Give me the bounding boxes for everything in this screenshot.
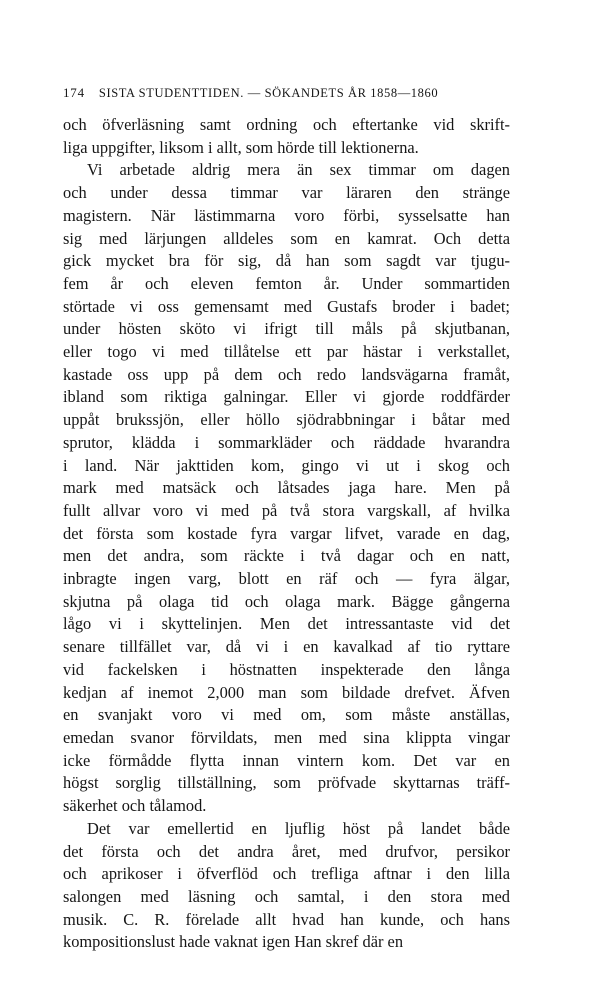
text-line: skjutna på olaga tid och olaga mark. Bägge gångerna — [63, 591, 510, 611]
text-line: kedjan af inemot 2,000 man som bildade drefvet. Äfven — [63, 682, 510, 702]
text-line: musik. C. R. förelade allt hvad han kunde, och hans — [63, 909, 510, 929]
text-line: och öfverläsning samt ordning och eftertanke vid skrift- — [63, 115, 510, 134]
text-line: salongen med läsning och samtal, i den stora med — [63, 886, 510, 906]
body-text — [63, 114, 510, 954]
text-line: ibland som riktiga galningar. Eller vi gjorde roddfärder — [63, 387, 510, 407]
text-line: störtade vi oss gemensamt med Gustafs broder i badet; — [63, 296, 510, 316]
paragraph — [63, 159, 510, 817]
text-line: kompositionslust hade vaknat igen Han skref där en — [63, 932, 404, 952]
paragraph — [63, 114, 510, 159]
running-title: SISTA STUDENTTIDEN. — SÖKANDETS ÅR 1858—1860 — [98, 86, 439, 100]
text-line: under hösten sköto vi ifrigt till måls på skjutbanan, — [63, 319, 510, 339]
text-line: Vi arbetade aldrig mera än sex timmar om dagen — [87, 160, 510, 180]
text-line: vid fackelsken i höstnatten inspekterade den långa — [63, 659, 510, 679]
text-line: och under dessa timmar var läraren den stränge — [63, 183, 510, 203]
text-line: kastade oss upp på dem och redo landsvägarna framåt, — [63, 364, 510, 384]
text-line: fullt allvar voro vi med på två stora vargskall, af hvilka — [63, 500, 510, 520]
running-header — [63, 85, 510, 105]
text-line: magistern. När lästimmarna voro förbi, sysselsatte han — [63, 205, 510, 225]
text-line: gick mycket bra för sig, då han som sagdt var tjugu- — [63, 251, 510, 271]
text-line: högst sorglig tillställning, som pröfvade skyttarnas träff- — [63, 773, 510, 793]
text-line: i land. När jakttiden kom, gingo vi ut i skog och — [63, 455, 510, 475]
text-line: en svanjakt voro vi med om, som måste anställas, — [63, 705, 510, 725]
book-page — [63, 85, 510, 954]
text-line: eller togo vi med tillåtelse ett par hästar i verkstallet, — [63, 342, 510, 362]
text-line: det första och det andra året, med drufvor, persikor — [63, 841, 510, 861]
text-line: det första som kostade fyra vargar lifvet, varade en dag, — [63, 523, 510, 543]
text-line: säkerhet och tålamod. — [63, 796, 207, 816]
paragraph — [63, 818, 510, 954]
text-line: senare tillfället var, då vi i en kavalkad af tio ryttare — [63, 637, 510, 657]
page-number: 174 — [63, 85, 85, 100]
text-line: mark med matsäck och låtsades jaga hare. Men på — [63, 478, 510, 498]
text-line: liga uppgifter, liksom i allt, som hörde till lektionerna. — [63, 137, 419, 157]
text-line: uppåt brukssjön, eller höllo sjödrabbningar i båtar med — [63, 410, 510, 430]
text-line: inbragte ingen varg, blott en räf och — fyra älgar, — [63, 569, 510, 589]
text-line: och aprikoser i öfverflöd och trefliga aftnar i den lilla — [63, 864, 510, 884]
text-line: lågo vi i skyttelinjen. Men det intressantaste vid det — [63, 614, 510, 634]
text-line: Det var emellertid en ljuflig höst på landet både — [87, 818, 510, 838]
text-line: emedan svanor förvildats, men med sina klippta vingar — [63, 727, 510, 747]
text-line: icke förmådde flytta innan vintern kom. Det var en — [63, 750, 510, 770]
text-line: men det andra, som räckte i två dagar och en natt, — [63, 546, 510, 566]
text-line: sprutor, klädda i sommarkläder och räddade hvarandra — [63, 432, 510, 452]
text-line: sig med lärjungen alldeles som en kamrat. Och detta — [63, 228, 510, 248]
text-line: fem år och eleven femton år. Under sommartiden — [63, 273, 510, 293]
